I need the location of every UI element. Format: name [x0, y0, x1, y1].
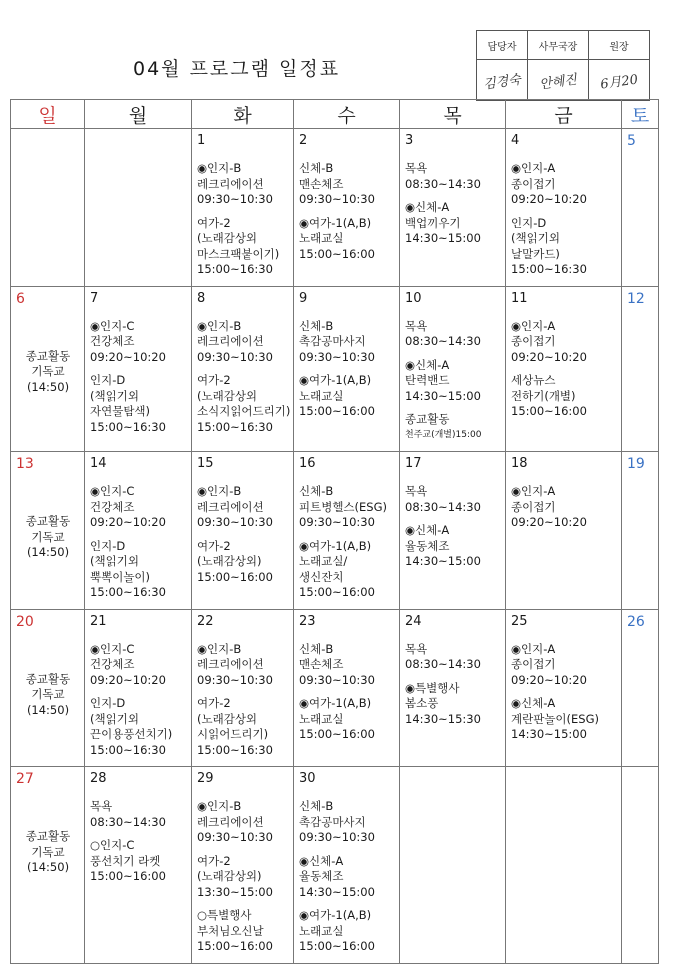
event-line: 08:30~14:30 — [405, 176, 481, 191]
event-line: 15:00~16:30 — [511, 262, 587, 276]
event-line: 목욕 — [405, 484, 428, 498]
event-line: 09:30~10:30 — [299, 515, 375, 529]
event-line: 15:00~16:00 — [197, 939, 273, 953]
event-line: 목욕 — [405, 161, 428, 175]
event-line: 15:00~16:30 — [197, 742, 273, 757]
calendar-day-cell — [294, 452, 400, 610]
calendar-day-cell — [294, 609, 400, 767]
event-line: ◉인지-A — [511, 161, 556, 175]
event-line: 15:00~16:30 — [197, 419, 273, 434]
event-line: 09:30~10:30 — [197, 349, 273, 364]
day-number: 24 — [405, 613, 422, 629]
program-event — [299, 908, 395, 955]
program-event — [511, 696, 617, 743]
day-number: 8 — [197, 290, 206, 306]
event-line: ◉인지-B — [197, 161, 242, 175]
program-event — [197, 539, 289, 586]
program-event — [299, 854, 395, 901]
event-line: (노래감상외) — [197, 869, 262, 883]
event-line: 09:20~10:20 — [511, 515, 587, 529]
program-event — [405, 523, 501, 570]
event-line: 목욕 — [405, 641, 428, 656]
signature-director: 6月20 — [589, 60, 650, 101]
event-line: 09:30~10:30 — [197, 192, 273, 206]
program-event — [405, 412, 501, 443]
day-number: 2 — [299, 133, 308, 148]
weekday-header-thu: 목 — [400, 100, 506, 129]
calendar-day-cell — [622, 609, 659, 767]
event-line: 09:20~10:20 — [90, 672, 166, 687]
program-event — [299, 696, 395, 743]
program-event — [90, 696, 187, 758]
event-line: 뿍뽁이놀이) — [90, 569, 151, 584]
program-event — [90, 373, 187, 435]
calendar-day-cell — [192, 129, 294, 287]
event-line: 15:00~16:30 — [90, 585, 166, 599]
event-line: (노래감상외 — [197, 231, 258, 245]
event-line: 피트병헬스(ESG) — [299, 499, 387, 514]
day-number: 12 — [627, 290, 645, 307]
event-line: 부처님오신날 — [197, 923, 264, 938]
event-line: 기독교 — [31, 844, 65, 859]
event-line: ◉인지-C — [90, 318, 135, 333]
religious-activity — [16, 349, 80, 396]
event-line: 종교활동 — [405, 412, 450, 426]
calendar-day-cell — [400, 286, 506, 452]
day-number: 28 — [90, 771, 107, 786]
event-line: 신체-B — [299, 641, 334, 656]
event-line: 봄소풍 — [405, 696, 439, 710]
calendar-day-cell — [294, 767, 400, 964]
event-line: 풍선치기 라켓 — [90, 853, 161, 868]
calendar-day-cell — [85, 767, 192, 964]
calendar-day-cell — [85, 286, 192, 452]
event-line: 노래교실/ — [299, 554, 348, 568]
calendar-week — [11, 129, 659, 287]
event-line: ◉신체-A — [405, 523, 450, 537]
event-line: 종교활동 — [25, 829, 71, 843]
calendar-day-cell — [506, 452, 622, 610]
event-line: ◉신체-A — [405, 200, 450, 214]
program-event — [511, 642, 617, 689]
event-line: 신체-B — [299, 161, 334, 175]
calendar-day-cell — [85, 609, 192, 767]
event-line: 날말카드) — [511, 246, 560, 261]
event-line: 15:00~16:30 — [90, 419, 166, 434]
program-event — [511, 319, 617, 366]
event-line: 레크리에이션 — [197, 499, 264, 514]
event-line: 촉감공마사지 — [299, 334, 366, 348]
event-line: 14:30~15:00 — [405, 388, 481, 403]
calendar-day-cell — [400, 129, 506, 287]
day-number — [511, 769, 617, 789]
event-line: ○특별행사 — [197, 908, 252, 922]
event-line: 14:30~15:00 — [511, 727, 587, 741]
event-line: 09:20~10:20 — [90, 515, 166, 529]
calendar-table — [10, 99, 659, 964]
calendar-day-cell — [192, 452, 294, 610]
program-event — [299, 161, 395, 208]
program-event — [299, 539, 395, 601]
day-number: 4 — [511, 133, 520, 148]
event-line: 신체-B — [299, 318, 334, 333]
event-line: 노래교실 — [299, 923, 344, 938]
program-event — [511, 216, 617, 278]
event-line: 건강체조 — [90, 499, 135, 514]
program-event — [405, 681, 501, 728]
event-line: 목욕 — [90, 799, 113, 813]
event-line: (14:50) — [26, 379, 70, 394]
program-event — [197, 484, 289, 531]
event-line: ◉인지-B — [197, 484, 242, 498]
program-event — [299, 642, 395, 689]
program-event — [299, 216, 395, 263]
program-event — [405, 484, 501, 515]
event-line: 인지-D — [90, 696, 126, 710]
calendar-day-cell — [192, 286, 294, 452]
calendar-day-cell — [622, 452, 659, 610]
event-line: ◉인지-B — [197, 318, 242, 333]
day-number: 14 — [90, 456, 107, 471]
day-number: 17 — [405, 456, 422, 471]
event-line: ◉신체-A — [405, 357, 450, 372]
approval-header-director: 원장 — [589, 31, 650, 60]
event-line: 08:30~14:30 — [405, 657, 481, 671]
event-line: 신체-B — [299, 484, 334, 498]
program-event — [511, 484, 617, 531]
program-event — [197, 373, 289, 435]
event-line: 소식지읽어드리기) — [197, 404, 291, 418]
event-line: 촉감공마사지 — [299, 814, 366, 829]
event-line: 15:00~16:00 — [511, 404, 587, 418]
event-line: (노래감상외 — [197, 711, 258, 726]
day-number: 16 — [299, 456, 316, 471]
event-line: 레크리에이션 — [197, 814, 264, 829]
day-number: 26 — [627, 613, 645, 630]
event-line: 09:30~10:30 — [299, 672, 375, 687]
calendar-day-cell — [622, 129, 659, 287]
event-line: 13:30~15:00 — [197, 884, 273, 899]
calendar-day-cell — [192, 767, 294, 964]
weekday-header-sat: 토 — [622, 100, 659, 129]
day-number: 25 — [511, 613, 528, 629]
day-number: 21 — [90, 613, 107, 629]
event-line: ◉여가-1(A,B) — [299, 908, 372, 922]
event-line: 09:30~10:30 — [197, 830, 273, 844]
weekday-header-mon: 월 — [85, 100, 192, 129]
program-event — [511, 161, 617, 208]
calendar-day-cell — [85, 452, 192, 610]
day-number: 5 — [627, 133, 636, 149]
event-line: (14:50) — [26, 545, 70, 559]
program-event — [197, 161, 289, 208]
day-number — [405, 769, 501, 789]
day-number: 9 — [299, 290, 308, 306]
event-line: 09:20~10:20 — [90, 349, 166, 364]
event-line: 09:30~10:30 — [197, 672, 273, 687]
event-line: 노래교실 — [299, 711, 344, 726]
day-number: 13 — [16, 456, 34, 472]
weekday-header-fri: 금 — [506, 100, 622, 129]
event-line: 맨손체조 — [299, 657, 344, 671]
event-line: 생신잔치 — [299, 569, 344, 584]
event-line: 15:00~16:00 — [299, 939, 375, 953]
event-line: ◉인지-C — [90, 484, 135, 498]
event-line: 09:20~10:20 — [511, 672, 587, 687]
program-event — [405, 200, 501, 247]
day-number: 23 — [299, 613, 316, 629]
calendar-week — [11, 286, 659, 452]
day-number — [627, 769, 654, 789]
day-number: 10 — [405, 290, 422, 306]
event-line: 15:00~16:00 — [197, 569, 273, 584]
event-line: 종이접기 — [511, 657, 556, 671]
program-event — [197, 696, 289, 758]
event-line: ◉여가-1(A,B) — [299, 696, 372, 710]
calendar-day-cell — [11, 767, 85, 964]
event-line: 09:30~10:30 — [197, 515, 273, 529]
day-number: 6 — [16, 290, 25, 307]
event-line: 율동체조 — [405, 538, 450, 553]
event-line: 인지-D — [90, 373, 126, 387]
event-line: 09:30~10:30 — [299, 830, 375, 844]
program-event — [197, 216, 289, 278]
event-line: 15:00~16:00 — [299, 404, 375, 418]
event-line: ◉인지-B — [197, 799, 242, 813]
event-line: 인지-D — [90, 538, 126, 553]
event-line: 08:30~14:30 — [405, 499, 481, 514]
program-event — [511, 373, 617, 420]
event-line: 레크리에이션 — [197, 657, 264, 671]
event-line: 09:20~10:20 — [511, 192, 587, 206]
calendar-day-cell — [11, 129, 85, 287]
event-line: 백업끼우기 — [405, 215, 461, 230]
signature-secretary: 안혜진 — [528, 60, 589, 101]
event-line: 목욕 — [405, 318, 428, 333]
approval-header-secretary: 사무국장 — [528, 31, 589, 60]
event-line: 건강체조 — [90, 334, 135, 348]
event-line: 09:20~10:20 — [511, 349, 587, 364]
event-line: 계란판놀이(ESG) — [511, 711, 599, 726]
event-line: 15:00~16:00 — [299, 585, 375, 599]
calendar-day-cell — [11, 286, 85, 452]
event-line: 15:00~16:30 — [90, 742, 166, 757]
event-line: 건강체조 — [90, 657, 135, 671]
event-line: 천주교(개별)15:00 — [405, 429, 482, 440]
program-event — [197, 854, 289, 901]
event-line: 15:00~16:00 — [299, 246, 375, 261]
day-number: 29 — [197, 771, 214, 786]
event-line: ◉인지-A — [511, 641, 556, 656]
program-event — [90, 799, 187, 830]
day-number: 27 — [16, 771, 34, 787]
religious-activity — [16, 829, 80, 876]
event-line: 신체-B — [299, 799, 334, 813]
event-line: ◉특별행사 — [405, 680, 460, 695]
event-line: 09:30~10:30 — [299, 349, 375, 364]
event-line: 노래교실 — [299, 231, 344, 245]
event-line: 기독교 — [31, 529, 65, 544]
event-line: ◉여가-1(A,B) — [299, 215, 372, 230]
event-line: 종교활동 — [25, 671, 71, 686]
day-number: 11 — [511, 290, 528, 306]
event-line: 08:30~14:30 — [90, 814, 166, 829]
event-line: (노래감상외) — [197, 554, 262, 568]
calendar-day-cell — [294, 286, 400, 452]
day-number: 19 — [627, 456, 645, 472]
event-line: 끈이용풍선치기) — [90, 727, 173, 741]
program-event — [299, 484, 395, 531]
religious-activity — [16, 672, 80, 719]
event-line: 레크리에이션 — [197, 334, 264, 348]
event-line: ◉신체-A — [511, 696, 556, 710]
event-line: 자연물탐색) — [90, 404, 151, 418]
event-line: (책읽기외 — [511, 231, 560, 245]
event-line: 맨손체조 — [299, 176, 344, 191]
program-event — [405, 358, 501, 405]
program-event — [90, 642, 187, 689]
day-number: 30 — [299, 771, 316, 786]
event-line: 15:00~16:00 — [90, 869, 166, 883]
event-line: 세상뉴스 — [511, 373, 556, 387]
event-line: 종이접기 — [511, 499, 556, 514]
page-title: 04월 프로그램 일정표 — [133, 58, 341, 80]
event-line: ◉인지-B — [197, 641, 242, 656]
weekday-header-tue: 화 — [192, 100, 294, 129]
event-line: (노래감상외 — [197, 388, 258, 403]
weekday-header-wed: 수 — [294, 100, 400, 129]
event-line: 08:30~14:30 — [405, 334, 481, 348]
program-event — [299, 799, 395, 846]
event-line: 15:00~16:00 — [299, 727, 375, 741]
event-line: ◉여가-1(A,B) — [299, 373, 372, 387]
calendar-day-cell — [11, 452, 85, 610]
religious-activity — [16, 514, 80, 561]
program-event — [90, 539, 187, 601]
calendar-week — [11, 452, 659, 610]
day-number — [16, 131, 80, 151]
event-line: 14:30~15:00 — [405, 554, 481, 568]
event-line: 여가-2 — [197, 215, 231, 230]
program-event — [90, 838, 187, 885]
program-event — [299, 319, 395, 366]
event-line: 14:30~15:00 — [299, 884, 375, 899]
calendar-week — [11, 767, 659, 964]
calendar-day-cell — [506, 609, 622, 767]
event-line: 인지-D — [511, 215, 547, 230]
calendar-day-cell — [400, 609, 506, 767]
event-line: (책읽기외 — [90, 388, 139, 403]
program-event — [197, 908, 289, 955]
program-event — [405, 642, 501, 673]
event-line: 종교활동 — [25, 514, 71, 528]
event-line: 종이접기 — [511, 176, 556, 191]
day-number: 18 — [511, 456, 528, 471]
day-number: 7 — [90, 290, 99, 306]
day-number: 15 — [197, 456, 214, 471]
program-event — [405, 161, 501, 192]
approval-box — [476, 30, 650, 101]
event-line: 기독교 — [31, 364, 65, 378]
event-line: 14:30~15:30 — [405, 711, 481, 726]
event-line: ○인지-C — [90, 838, 135, 852]
event-line: 전하기(개별) — [511, 388, 576, 403]
event-line: (14:50) — [26, 702, 70, 717]
event-line: ◉인지-C — [90, 641, 135, 656]
event-line: 여가-2 — [197, 696, 231, 710]
event-line: 여가-2 — [197, 373, 231, 387]
calendar-day-cell — [294, 129, 400, 287]
program-event — [197, 642, 289, 689]
event-line: 14:30~15:00 — [405, 231, 481, 245]
program-event — [299, 373, 395, 420]
event-line: 탄력밴드 — [405, 373, 450, 387]
program-event — [90, 484, 187, 531]
event-line: ◉인지-A — [511, 318, 556, 333]
day-number: 3 — [405, 133, 414, 148]
event-line: 여가-2 — [197, 538, 231, 553]
event-line: ◉인지-A — [511, 484, 556, 498]
day-number: 22 — [197, 613, 214, 629]
event-line: (책읽기외 — [90, 554, 139, 568]
event-line: (책읽기외 — [90, 711, 139, 726]
event-line: 시읽어드리기) — [197, 727, 269, 741]
event-line: 09:30~10:30 — [299, 192, 375, 206]
program-event — [197, 799, 289, 846]
calendar-day-cell — [400, 767, 506, 964]
signature-manager: 김경숙 — [477, 60, 528, 101]
event-line: 마스크팩붙이기) — [197, 246, 280, 261]
event-line: 노래교실 — [299, 388, 344, 403]
calendar-day-cell — [85, 129, 192, 287]
approval-header-manager: 담당자 — [477, 31, 528, 60]
calendar-day-cell — [506, 129, 622, 287]
day-number — [90, 131, 187, 151]
event-line: 기독교 — [31, 687, 65, 701]
calendar-week — [11, 609, 659, 767]
event-line: 종이접기 — [511, 334, 556, 348]
calendar-day-cell — [400, 452, 506, 610]
event-line: 율동체조 — [299, 869, 344, 883]
program-event — [90, 319, 187, 366]
event-line: 레크리에이션 — [197, 176, 264, 191]
event-line: ◉신체-A — [299, 853, 344, 868]
event-line: 15:00~16:30 — [197, 262, 273, 276]
weekday-header-sun: 일 — [11, 100, 85, 129]
day-number: 1 — [197, 133, 206, 148]
day-number: 20 — [16, 613, 34, 630]
program-event — [197, 319, 289, 366]
program-event — [405, 319, 501, 350]
calendar-day-cell — [622, 767, 659, 964]
event-line: 종교활동 — [25, 348, 71, 363]
calendar-day-cell — [506, 767, 622, 964]
event-line: (14:50) — [26, 860, 70, 874]
calendar-day-cell — [11, 609, 85, 767]
calendar-day-cell — [192, 609, 294, 767]
event-line: ◉여가-1(A,B) — [299, 538, 372, 553]
calendar-day-cell — [622, 286, 659, 452]
calendar-day-cell — [506, 286, 622, 452]
event-line: 여가-2 — [197, 853, 231, 868]
